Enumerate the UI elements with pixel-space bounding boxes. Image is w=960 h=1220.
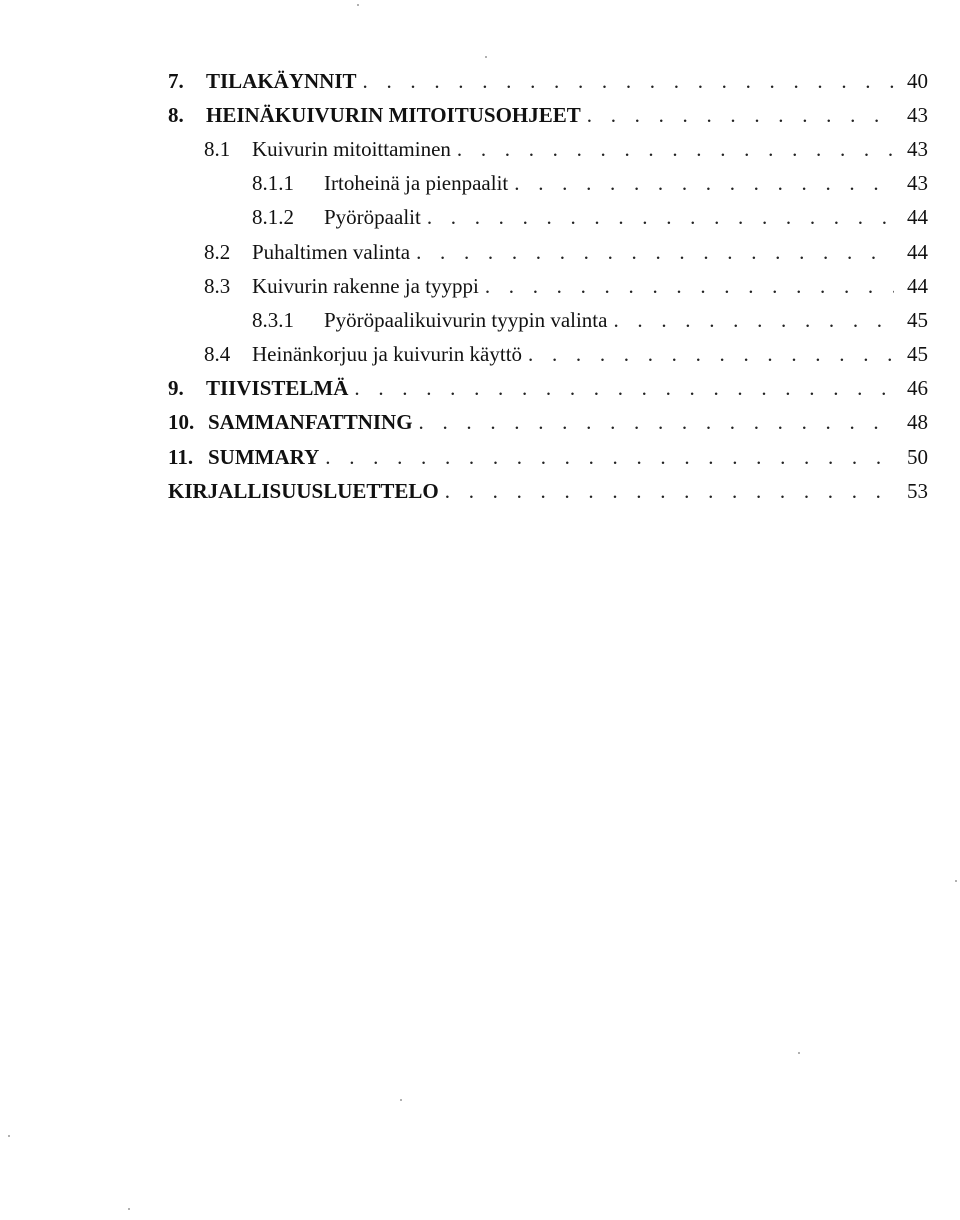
toc-entry-title: Heinänkorjuu ja kuivurin käyttö	[252, 342, 523, 367]
toc-entry-number: 8.2	[204, 239, 231, 264]
toc-entry-number: 8.4	[204, 342, 231, 367]
dot-leader	[416, 240, 894, 265]
scan-speck	[8, 1135, 10, 1137]
toc-entry-title: SAMMANFATTNING	[208, 410, 413, 435]
toc-entry[interactable]	[168, 132, 928, 166]
dot-leader	[325, 445, 894, 470]
toc-entry-title: Irtoheinä ja pienpaalit	[324, 171, 509, 196]
toc-entry-page: 44	[907, 239, 928, 264]
toc-entry-number: 8.	[168, 102, 184, 127]
toc-entry-number: 8.1.2	[252, 205, 294, 230]
dot-leader	[587, 103, 894, 128]
dot-leader	[613, 308, 894, 333]
scan-speck	[357, 4, 359, 6]
toc-entry-page: 43	[907, 102, 928, 127]
toc-entry-page: 40	[907, 68, 928, 93]
toc-entry[interactable]	[168, 303, 928, 337]
dot-leader	[485, 274, 894, 299]
toc-entry[interactable]	[168, 235, 928, 269]
toc-entry-page: 43	[907, 171, 928, 196]
scan-speck	[955, 880, 957, 882]
toc-entry-title: Pyöröpaalit	[324, 205, 421, 230]
toc-entry[interactable]	[168, 201, 928, 235]
toc-entry-title: TILAKÄYNNIT	[206, 68, 357, 93]
toc-entry-title: HEINÄKUIVURIN MITOITUSOHJEET	[206, 102, 581, 127]
toc-entry-number: 7.	[168, 68, 184, 93]
toc-entry-title: TIIVISTELMÄ	[206, 376, 349, 401]
toc-entry-page: 45	[907, 342, 928, 367]
toc-entry[interactable]	[168, 372, 928, 406]
toc-entry[interactable]	[168, 338, 928, 372]
dot-leader	[419, 410, 894, 435]
toc-entry-title: KIRJALLISUUSLUETTELO	[168, 478, 439, 503]
toc-entry-number: 8.1.1	[252, 171, 294, 196]
scan-speck	[485, 56, 487, 58]
toc-entry[interactable]	[168, 98, 928, 132]
toc-entry-title: Puhaltimen valinta	[252, 239, 411, 264]
toc-entry-number: 8.3	[204, 273, 231, 298]
toc-entry-page: 44	[907, 273, 928, 298]
toc-entry-page: 45	[907, 307, 928, 332]
table-of-contents	[168, 64, 928, 508]
dot-leader	[514, 171, 894, 196]
toc-entry-title: SUMMARY	[208, 444, 320, 469]
scan-speck	[798, 1052, 800, 1054]
toc-entry-page: 46	[907, 376, 928, 401]
toc-entry[interactable]	[168, 64, 928, 98]
dot-leader	[427, 205, 894, 230]
toc-entry-number: 9.	[168, 376, 184, 401]
toc-entry[interactable]	[168, 474, 928, 508]
toc-entry-number: 8.3.1	[252, 307, 294, 332]
dot-leader	[528, 342, 894, 367]
toc-entry[interactable]	[168, 406, 928, 440]
scan-speck	[128, 1208, 130, 1210]
toc-entry-page: 43	[907, 136, 928, 161]
toc-entry-number: 8.1	[204, 136, 231, 161]
dot-leader	[363, 69, 894, 94]
toc-entry[interactable]	[168, 269, 928, 303]
toc-entry[interactable]	[168, 167, 928, 201]
toc-entry-number: 11.	[168, 444, 194, 469]
toc-entry-page: 48	[907, 410, 928, 435]
toc-entry-number: 10.	[168, 410, 195, 435]
dot-leader	[445, 479, 894, 504]
toc-entry-page: 53	[907, 478, 928, 503]
toc-entry-page: 44	[907, 205, 928, 230]
scan-speck	[400, 1099, 402, 1101]
dot-leader	[457, 137, 894, 162]
toc-entry-title: Kuivurin rakenne ja tyyppi	[252, 273, 479, 298]
toc-entry-page: 50	[907, 444, 928, 469]
dot-leader	[354, 376, 894, 401]
toc-entry-title: Kuivurin mitoittaminen	[252, 136, 451, 161]
toc-entry-title: Pyöröpaalikuivurin tyypin valinta	[324, 307, 608, 332]
toc-entry[interactable]	[168, 440, 928, 474]
